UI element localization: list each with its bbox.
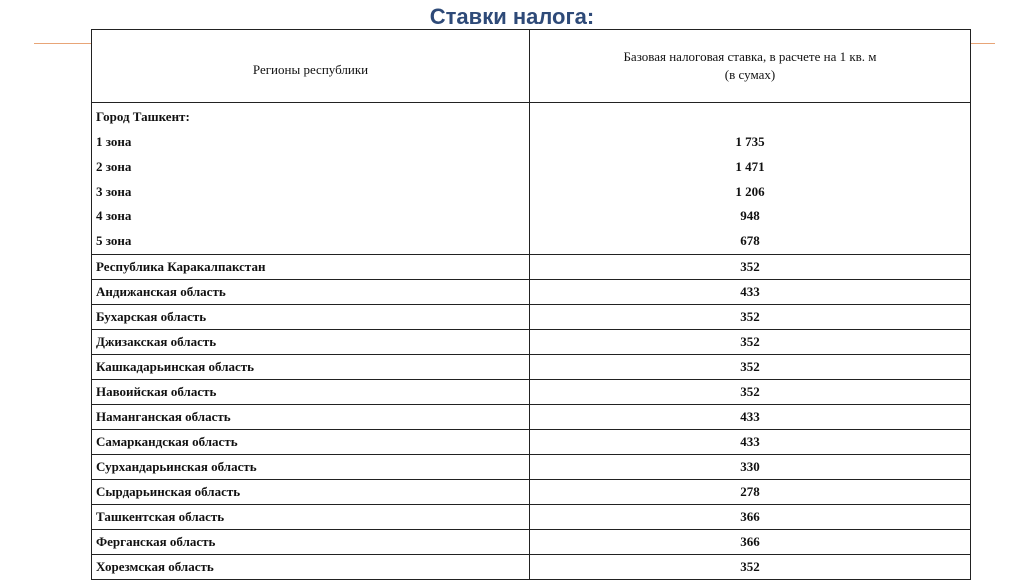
region-rate: 366 <box>530 529 971 554</box>
decorative-line-right <box>971 43 995 44</box>
zone-label: 3 зона <box>96 183 132 199</box>
region-name: Ферганская область <box>92 529 530 554</box>
table-row <box>92 504 971 529</box>
region-name: Джизакская область <box>92 329 530 354</box>
zone-rate: 1 206 <box>735 183 765 199</box>
table-row <box>92 329 971 354</box>
table-row <box>92 379 971 404</box>
zone-label: 4 зона <box>96 208 132 224</box>
tashkent-rates-cell <box>530 103 971 255</box>
region-name: Наманганская область <box>92 404 530 429</box>
region-rate: 352 <box>530 379 971 404</box>
region-name: Сурхандарьинская область <box>92 454 530 479</box>
zone-rate: 1 471 <box>735 158 765 174</box>
region-name: Навоийская область <box>92 379 530 404</box>
slide-title: Ставки налога: <box>429 4 595 29</box>
region-rate: 433 <box>530 404 971 429</box>
header-regions <box>92 30 530 103</box>
region-rate: 433 <box>530 279 971 304</box>
tashkent-city-row <box>92 103 971 255</box>
region-name: Сырдарьинская область <box>92 479 530 504</box>
zone-label: 1 зона <box>96 134 132 149</box>
table-row <box>92 479 971 504</box>
region-rate: 278 <box>530 479 971 504</box>
region-rate: 352 <box>530 354 971 379</box>
region-rate: 366 <box>530 504 971 529</box>
zone-rate: 948 <box>740 208 760 224</box>
region-rate: 352 <box>530 304 971 329</box>
region-name: Кашкадарьинская область <box>92 354 530 379</box>
table-row <box>92 404 971 429</box>
region-name: Самаркандская область <box>92 429 530 454</box>
tashkent-zones-cell <box>92 103 530 255</box>
region-rate: 352 <box>530 554 971 579</box>
table-row <box>92 304 971 329</box>
table-row <box>92 254 971 279</box>
region-name: Республика Каракалпакстан <box>92 254 530 279</box>
tax-rate-table <box>91 29 971 580</box>
header-rate-line1: Базовая налоговая ставка, в расчете на 1 кв. м <box>623 49 877 64</box>
region-rate: 352 <box>530 329 971 354</box>
header-rate <box>530 30 971 103</box>
region-name: Хорезмская область <box>92 554 530 579</box>
table-row <box>92 429 971 454</box>
table-row <box>92 279 971 304</box>
table-row <box>92 454 971 479</box>
table-row <box>92 554 971 579</box>
zone-label: 2 зона <box>96 158 132 174</box>
region-rate: 433 <box>530 429 971 454</box>
region-name: Бухарская область <box>92 304 530 329</box>
zone-rate: 1 735 <box>735 134 765 149</box>
table-row <box>92 354 971 379</box>
decorative-line-left <box>34 43 92 44</box>
region-rate: 330 <box>530 454 971 479</box>
region-rate: 352 <box>530 254 971 279</box>
header-regions-label: Регионы республики <box>252 62 369 77</box>
tashkent-city-label: Город Ташкент: <box>96 109 190 124</box>
zone-rate: 678 <box>740 233 760 249</box>
region-name: Ташкентская область <box>92 504 530 529</box>
region-name: Андижанская область <box>92 279 530 304</box>
zone-label: 5 зона <box>96 233 132 249</box>
table-row <box>92 529 971 554</box>
header-rate-line2: (в сумах) <box>724 67 776 82</box>
table-header-row <box>92 30 971 103</box>
